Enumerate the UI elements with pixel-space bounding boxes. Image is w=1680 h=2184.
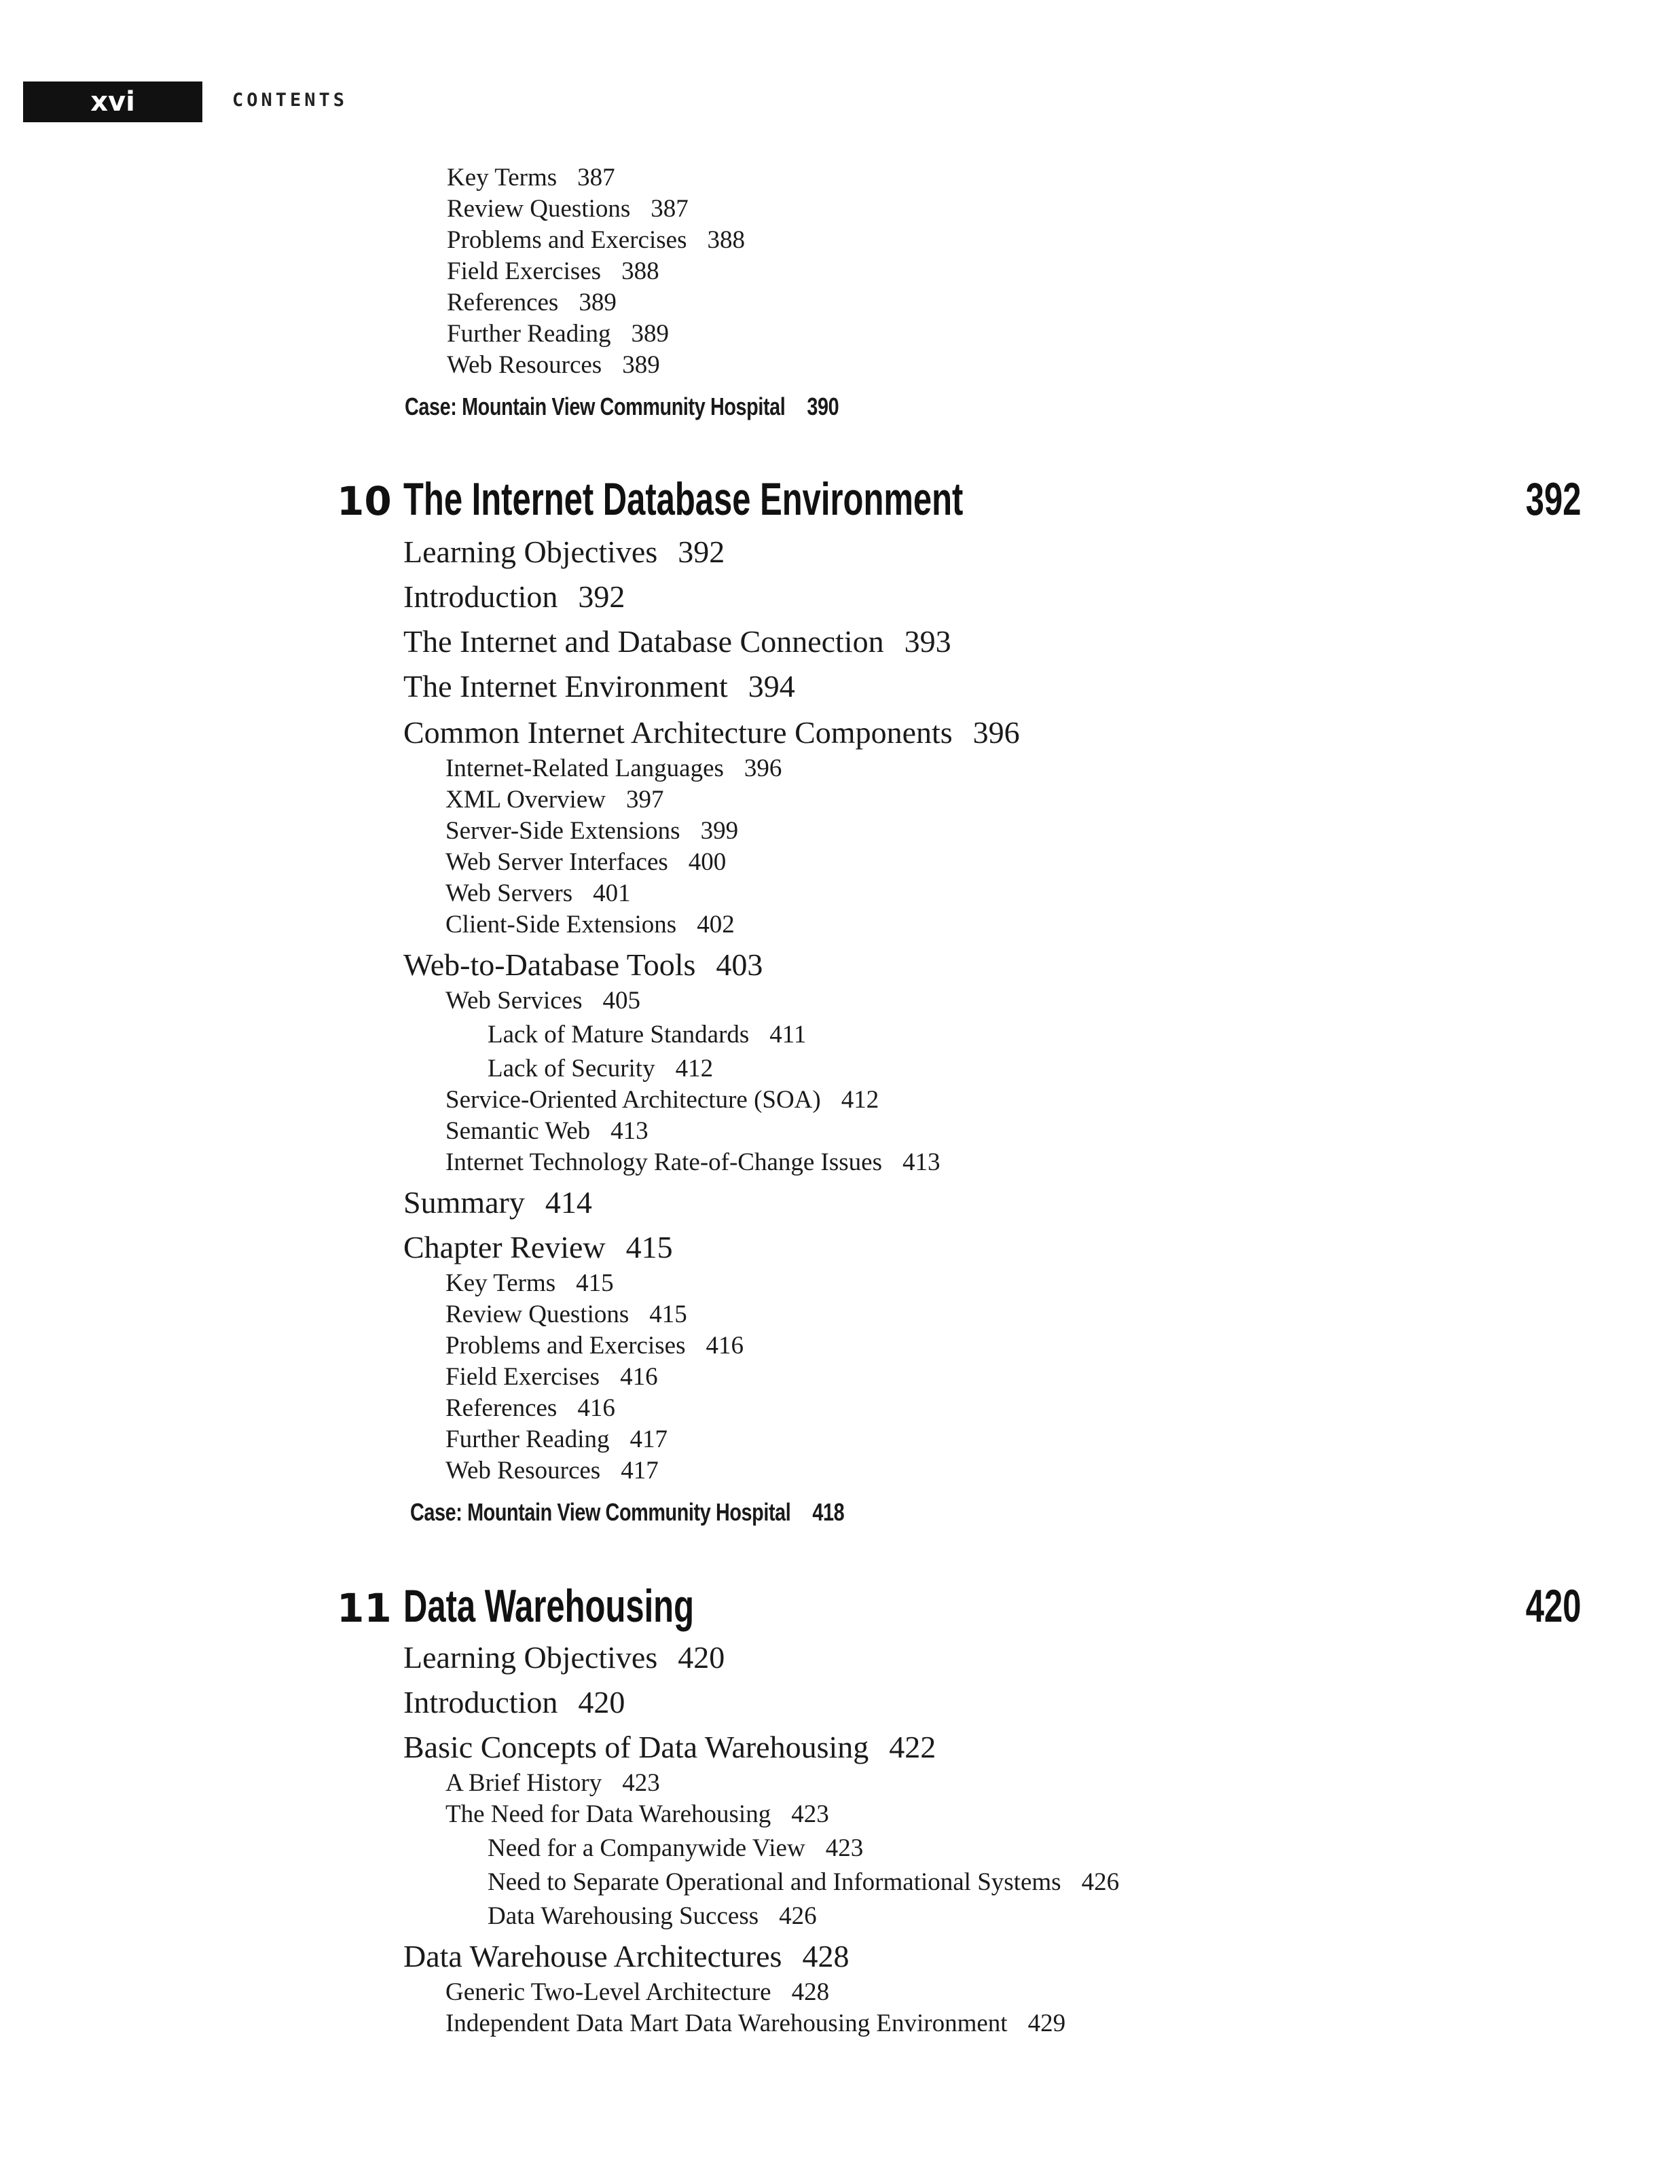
toc-entry[interactable]: References 416 [445, 1394, 615, 1422]
toc-entry[interactable]: Web Resources 389 [447, 351, 660, 379]
toc-entry[interactable]: Internet Technology Rate-of-Change Issues 413 [445, 1148, 941, 1176]
toc-entry[interactable]: Field Exercises 388 [447, 257, 659, 285]
toc-entry[interactable]: A Brief History 423 [445, 1769, 660, 1797]
toc-entry[interactable]: Learning Objectives 392 [403, 534, 725, 569]
toc-entry[interactable]: Web Services 405 [445, 987, 640, 1015]
toc-entry[interactable]: Introduction 392 [403, 579, 625, 614]
toc-entry[interactable]: Key Terms 415 [445, 1269, 614, 1297]
toc-entry[interactable]: Chapter Review 415 [403, 1230, 673, 1264]
toc-entry[interactable]: Generic Two-Level Architecture 428 [445, 1978, 830, 2006]
toc-entry[interactable]: References 389 [447, 289, 617, 316]
chapter-number: 11 [337, 1585, 392, 1631]
toc-entry[interactable]: Review Questions 415 [445, 1300, 687, 1328]
toc-entry[interactable]: Web-to-Database Tools 403 [403, 947, 763, 982]
toc-entry[interactable]: Semantic Web 413 [445, 1117, 649, 1145]
chapter-page: 392 [1525, 473, 1581, 525]
toc-entry[interactable]: Internet-Related Languages 396 [445, 754, 782, 782]
toc-entry[interactable]: Web Resources 417 [445, 1457, 659, 1485]
chapter-number: 10 [337, 478, 392, 524]
case-entry[interactable]: Case: Mountain View Community Hospital 418 [410, 1498, 845, 1526]
toc-entry[interactable]: Further Reading 417 [445, 1425, 668, 1453]
toc-entry[interactable]: Field Exercises 416 [445, 1363, 658, 1391]
chapter-title[interactable]: Data Warehousing [403, 1580, 694, 1632]
toc-entry[interactable]: Client-Side Extensions 402 [445, 911, 735, 939]
toc-entry[interactable]: Data Warehouse Architectures 428 [403, 1939, 850, 1973]
toc-entry[interactable]: Learning Objectives 420 [403, 1640, 725, 1675]
toc-entry[interactable]: Need for a Companywide View 423 [488, 1834, 864, 1862]
toc-entry[interactable]: Web Server Interfaces 400 [445, 848, 727, 876]
toc-entry[interactable]: Further Reading 389 [447, 320, 669, 348]
toc-entry[interactable]: Server-Side Extensions 399 [445, 817, 739, 845]
toc-entry[interactable]: Introduction 420 [403, 1685, 625, 1719]
toc-entry[interactable]: Problems and Exercises 416 [445, 1332, 744, 1360]
page-number: xvi [90, 86, 135, 117]
toc-entry[interactable]: Lack of Mature Standards 411 [488, 1021, 807, 1049]
toc-entry[interactable]: Data Warehousing Success 426 [488, 1902, 817, 1930]
toc-entry[interactable]: Need to Separate Operational and Informational Systems 426 [488, 1868, 1120, 1896]
toc-entry[interactable]: XML Overview 397 [445, 786, 664, 814]
toc-entry[interactable]: Lack of Security 412 [488, 1055, 714, 1082]
toc-entry[interactable]: Problems and Exercises 388 [447, 226, 745, 254]
toc-entry[interactable]: The Internet and Database Connection 393 [403, 624, 951, 659]
toc-entry[interactable]: The Internet Environment 394 [403, 669, 795, 704]
toc-entry[interactable]: The Need for Data Warehousing 423 [445, 1800, 829, 1828]
chapter-page: 420 [1525, 1580, 1581, 1632]
running-head: CONTENTS [232, 90, 348, 111]
chapter-title[interactable]: The Internet Database Environment [403, 473, 964, 525]
toc-entry[interactable]: Independent Data Mart Data Warehousing Environment 429 [445, 2009, 1066, 2037]
case-entry[interactable]: Case: Mountain View Community Hospital 390 [405, 393, 839, 420]
toc-entry[interactable]: Service-Oriented Architecture (SOA) 412 [445, 1086, 879, 1114]
toc-entry[interactable]: Summary 414 [403, 1185, 592, 1220]
toc-entry[interactable]: Common Internet Architecture Components 396 [403, 715, 1020, 750]
toc-entry[interactable]: Review Questions 387 [447, 195, 689, 223]
toc-entry[interactable]: Basic Concepts of Data Warehousing 422 [403, 1730, 936, 1764]
toc-entry[interactable]: Web Servers 401 [445, 879, 631, 907]
toc-entry[interactable]: Key Terms 387 [447, 164, 615, 192]
